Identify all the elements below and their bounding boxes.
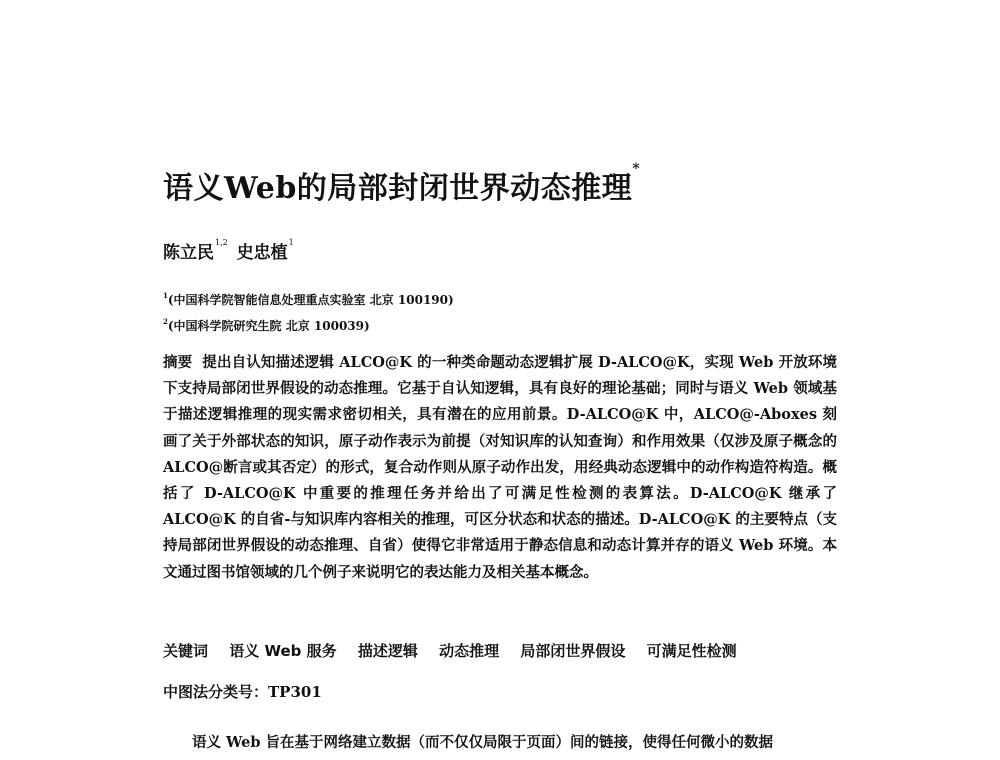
title-text: 语义Web的局部封闭世界动态推理	[163, 171, 633, 206]
classification-number	[163, 681, 322, 702]
keyword: 局部闭世界假设	[520, 642, 626, 660]
affiliation-number: 2	[163, 317, 168, 326]
author-name: 史忠植	[236, 243, 288, 263]
affiliation-2	[163, 317, 370, 334]
author-affiliation-mark: 1	[288, 238, 294, 247]
abstract-text: 提出自认知描述逻辑 ALCO@K 的一种类命题动态逻辑扩展 D-ALCO@K，实现 Web 开放环境下支持局部闭世界假设的动态推理。它基于自认知逻辑，具有良好的理论基础；同时与语义 Web 领域基于描述逻辑推理的现实需求密切相关，具有潜在的应用前景。D-ALCO@K 中，ALCO@-Aboxes 刻画了关于外部状态的知识，原子动作表示为前提（对知识库的认知查询）和作用效果（仅涉及原子概念的 ALCO@断言或其否定）的形式，复合动作则从原子动作出发，用经典动态逻辑中的动作构造符构造。概括了 D-ALCO@K 中重要的推理任务并给出了可满足性检测的表算法。D-ALCO@K 继承了 ALCO@K 的自省-与知识库内容相关的推理，可区分状态和状态的描述。D-ALCO@K 的主要特点（支持局部闭世界假设的动态推理、自省）使得它非常适用于静态信息和动态计算并存的语义 Web 环境。本文通过图书馆领域的几个例子来说明它的表达能力及相关基本概念。	[163, 354, 838, 581]
classification-value: TP301	[268, 683, 322, 701]
affiliation-text: (中国科学院研究生院 北京 100039)	[167, 319, 370, 333]
keyword: 描述逻辑	[357, 642, 418, 660]
body-text: 语义 Web 旨在基于网络建立数据（而不仅仅局限于页面）间的链接，使得任何微小的数据	[192, 734, 774, 751]
affiliation-1	[163, 291, 454, 308]
keyword: 可满足性检测	[646, 642, 737, 660]
abstract	[163, 350, 837, 586]
keyword: 动态推理	[439, 642, 500, 660]
title-footnote-mark: *	[632, 161, 641, 177]
classification-label: 中图法分类号：	[163, 683, 269, 701]
author-name: 陈立民	[163, 243, 214, 263]
body-paragraph	[163, 730, 837, 756]
affiliation-number: 1	[163, 291, 168, 300]
affiliation-text: (中国科学院智能信息处理重点实验室 北京 100190)	[167, 293, 454, 307]
author-affiliation-mark: 1,2	[215, 238, 228, 247]
abstract-label: 摘要	[163, 354, 193, 371]
author-line	[163, 238, 297, 263]
keyword: 语义 Web 服务	[229, 642, 337, 660]
keywords-label: 关键词	[163, 642, 209, 660]
keywords	[163, 640, 753, 661]
paper-title	[163, 163, 640, 207]
